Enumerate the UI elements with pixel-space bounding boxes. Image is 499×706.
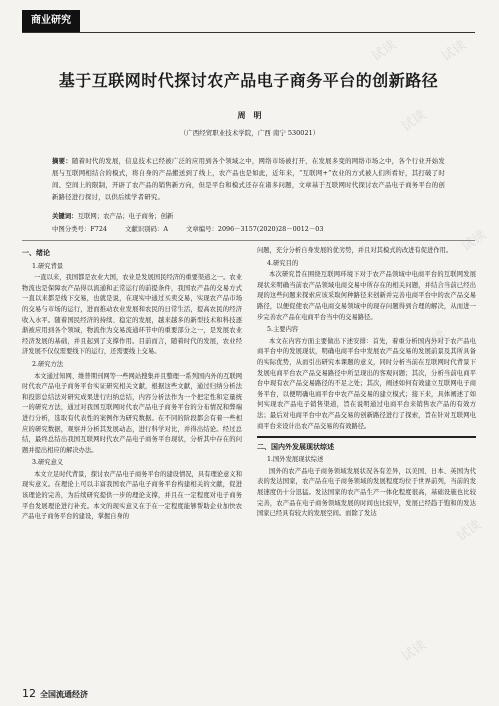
- watermark: 试读: [399, 637, 430, 665]
- abstract-label: 摘要：: [52, 157, 72, 165]
- watermark: 试读: [369, 37, 400, 65]
- abstract-text: 随着时代的发展，信息技术已经被广泛的应用到各个领域之中，网络市场被打开，在发展多变的网络市场之中，各个行业开始发展与互联网相结合的模式，将自身的产品搬送到了线上，农产品也是如此，近年来，“互联网+”农业的方式被人们所看好，其打破了时间、空间上的限制，开辟了农产品的销售新方向，但是平台和模式还存在诸多问题，文章基于互联网时代探讨农产品电子商务平台的创新路径进行探讨，以供后续学者研究。: [52, 157, 445, 201]
- paragraph: 国外的农产品电子商务领域发展状况各有差异，以美国、日本、英国为代表的发达国家，农产品在电子商务领域的发展程度均位于世界前列，当前的发展速度仍十分迅猛。发达国家的农产品生产一体化程度很高，基础设施也比较完善，农产品在电子商务领域发展的时间也比较早，发展已经趋于饱和的发达国家已经具有较大的发展空间。而除了发达: [257, 467, 476, 518]
- subsection-heading: 1.研究背景: [32, 262, 64, 270]
- author: 周 明: [237, 110, 262, 120]
- paragraph: 本次研究旨在围绕互联网环境下对于农产品领域中电商平台的互联网发展现状来明确当前农产品领域电商交易中所存在的相关问题，并结合当前已经出现的这些问题来探索应该采取何种路径来创新并完善电商平台中的农产品交易路径，以便促使农产品电商交易领域中的现存问题得到合理的解决，从而进一步完善农产品在电商平台当中的交易路径。: [257, 271, 476, 321]
- abstract: [52, 155, 445, 203]
- journal-name: 全国流通经济: [40, 690, 88, 699]
- subsection-heading: 3.研究意义: [32, 459, 64, 467]
- header-rule: [22, 32, 475, 33]
- classification-line: [52, 224, 445, 233]
- page-number: 12: [22, 687, 36, 700]
- section-divider: [257, 436, 476, 438]
- paragraph: 本文在内容方面主要做出下述安排：首先，着重分析国内外对于农产品电商平台中的发展现状，明确电商平台中发展农产品交易的发展前景及其所具备的实际优势，从而引出研究本课题的意义，同时分析当前在互联网时代背景下发展电商平台农产品交易路径中所呈现出的客观问题；其次，分析当前电商平台中现有农产品交易路径的不足之处；其次，阐述如何有效建立互联网电子商务平台，以便明确电商平台中农产品交易的建立模式；接下来，具体阐述了如何实现农产品电子销售渠道，旨在说明通过电商平台来销售农产品的有效方法；最后对电商平台中农产品交易的创新路径进行了探索，旨在针对互联网电商平台来设计出农产品交易的有效路径。: [257, 337, 476, 430]
- watermark: 试读: [419, 327, 450, 355]
- watermark: 试读: [459, 227, 490, 255]
- paragraph: 本文立足时代背景，探讨农产品电子商务平台的建设情况，具有理论意义和现实意义。在理论上可以丰富我国农产品电子商务平台构建相关的文献，促进该理论的完善，为后续研究提供一步的理论支撑，并且在一定程度对电子商务平台发展理论进行补充。本文的现实意义在于在一定程度能够帮助企业加快农产品电子商务平台的建设，掌握自身的: [22, 470, 242, 521]
- paragraph: 一直以来，我国都是农业大国，农业是发展国民经济的重要渠道之一。农业物流也是保障农产品得以流通和正常运行的前提条件，我国农产品的交易方式一直以来都是线下交易，也就是说，在现实中通过买卖交易，实现农产品市场的交易与市场的运行，进而推动农业发展和农民的日常生活，提高农民的经济收入水平。随着国民经济的持续、稳定的发展，越来越多的新型技术和科技逐渐被应用到各个领域，物流作为交易流通环节中的重要部分之一，是发展农业经济发展的基础，并且起到了支撑作用。目前而言，随着时代的发展，农业经济发展不仅仅需要线下的运行，还需要线上交易。: [22, 274, 242, 356]
- subsection-heading: 2.研究方法: [32, 360, 64, 368]
- watermark: 试读: [399, 107, 430, 135]
- subsection-heading: 5.主要内容: [267, 326, 299, 334]
- watermark: 试读: [454, 517, 485, 545]
- clc-number: 中图分类号：F724: [52, 225, 107, 233]
- page-footer: [22, 687, 88, 700]
- section-tag: 商业研究: [22, 10, 80, 32]
- watermark: 试读: [439, 37, 470, 65]
- paragraph: 问题，充分分析自身发展的优劣势，并且对其模式的改进有促进作用。: [257, 247, 453, 254]
- section-heading: 一、绪论: [22, 249, 50, 257]
- document-code: 文献识别码：A: [124, 225, 168, 233]
- right-column: [257, 246, 476, 520]
- subsection-heading: 1.国外发展现状综述: [267, 456, 324, 464]
- affiliation: （广西经贸职业技术学院，广西 南宁 530021）: [179, 129, 320, 137]
- section-heading: 二、国内外发展现状综述: [257, 442, 334, 451]
- keywords-label: 关键词：: [52, 212, 78, 220]
- keywords-text: 互联网；农产品；电子商务；创新: [77, 212, 174, 220]
- abstract-separator: [22, 240, 475, 241]
- article-title: 基于互联网时代探讨农产品电子商务平台的创新路径: [58, 71, 439, 90]
- keywords: [52, 211, 173, 220]
- left-column: [22, 246, 242, 523]
- article-id: 文章编号：2096－3157(2020)28－0012－03: [185, 225, 324, 233]
- paragraph: 本文通过知网、维普期刊网等一些网站搜集并且整理一系列国内外的互联网时代农产品电子商务平台实证研究相关文献，根据这些文献，通过归纳分析法和投影总结法对研究成果进行归纳总结，内容分析法作为一个把定性和定量统一的研究方法，通过对我国互联网时代农产品电子商务平台的分布情况和弊端进行分析，选取有代表性的案例作为研究数据。在不同的阶段都会有着一些相应的研究数据，观察并分析其发展动态，进行科学对比，并得出结论。经过总结，最终总结出我国互联网时代农产品电子商务平台现状，分析其中存在的问题并提出相应的解决办法。: [22, 372, 242, 454]
- subsection-heading: 4.研究目的: [267, 259, 299, 267]
